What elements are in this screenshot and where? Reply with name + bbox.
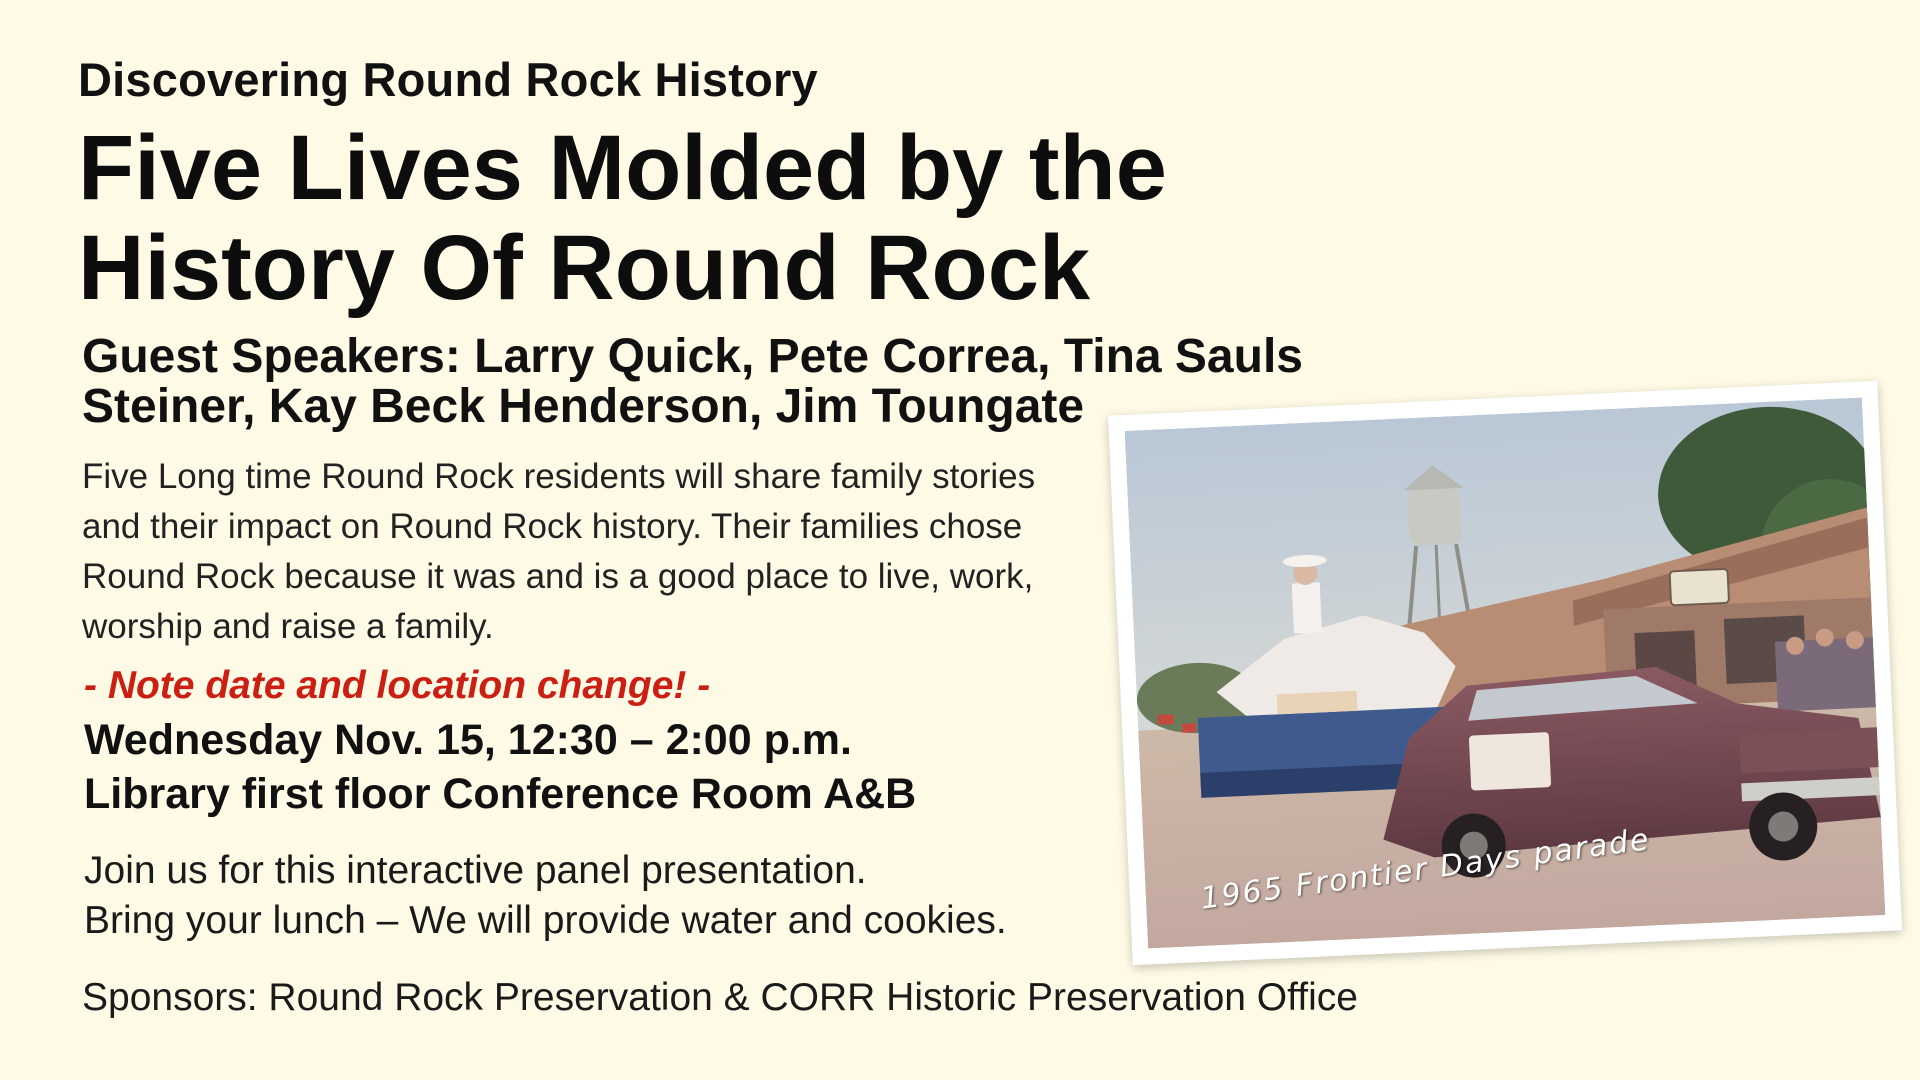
photo-caption: 1965 Frontier Days parade [1198, 821, 1653, 917]
kicker-heading: Discovering Round Rock History [78, 53, 818, 106]
page-title [78, 118, 1438, 318]
event-date: Wednesday Nov. 15, 12:30 – 2:00 p.m. [84, 716, 852, 764]
change-notice: - Note date and location change! - [84, 664, 711, 707]
title-line-2: History Of Round Rock [78, 217, 1091, 319]
description-line-2: and their impact on Round Rock history. Their families chose [82, 507, 1023, 546]
speakers-line-1: Guest Speakers: Larry Quick, Pete Correa, Tina Sauls [82, 330, 1303, 383]
sponsors: Sponsors: Round Rock Preservation & CORR Historic Preservation Office [82, 976, 1358, 1019]
description-line-1: Five Long time Round Rock residents will share family stories [82, 457, 1036, 496]
description-line-4: worship and raise a family. [82, 607, 494, 646]
event-location: Library first floor Conference Room A&B [84, 770, 917, 818]
title-line-1: Five Lives Molded by the [78, 117, 1167, 219]
join-line-1: Join us for this interactive panel presentation. [84, 849, 867, 892]
description-line-3: Round Rock because it was and is a good place to live, work, [82, 557, 1034, 596]
speakers-line-2: Steiner, Kay Beck Henderson, Jim Toungate [82, 380, 1085, 433]
join-line-2: Bring your lunch – We will provide water and cookies. [84, 899, 1007, 942]
join-text [84, 846, 1007, 946]
event-description [82, 452, 1282, 652]
